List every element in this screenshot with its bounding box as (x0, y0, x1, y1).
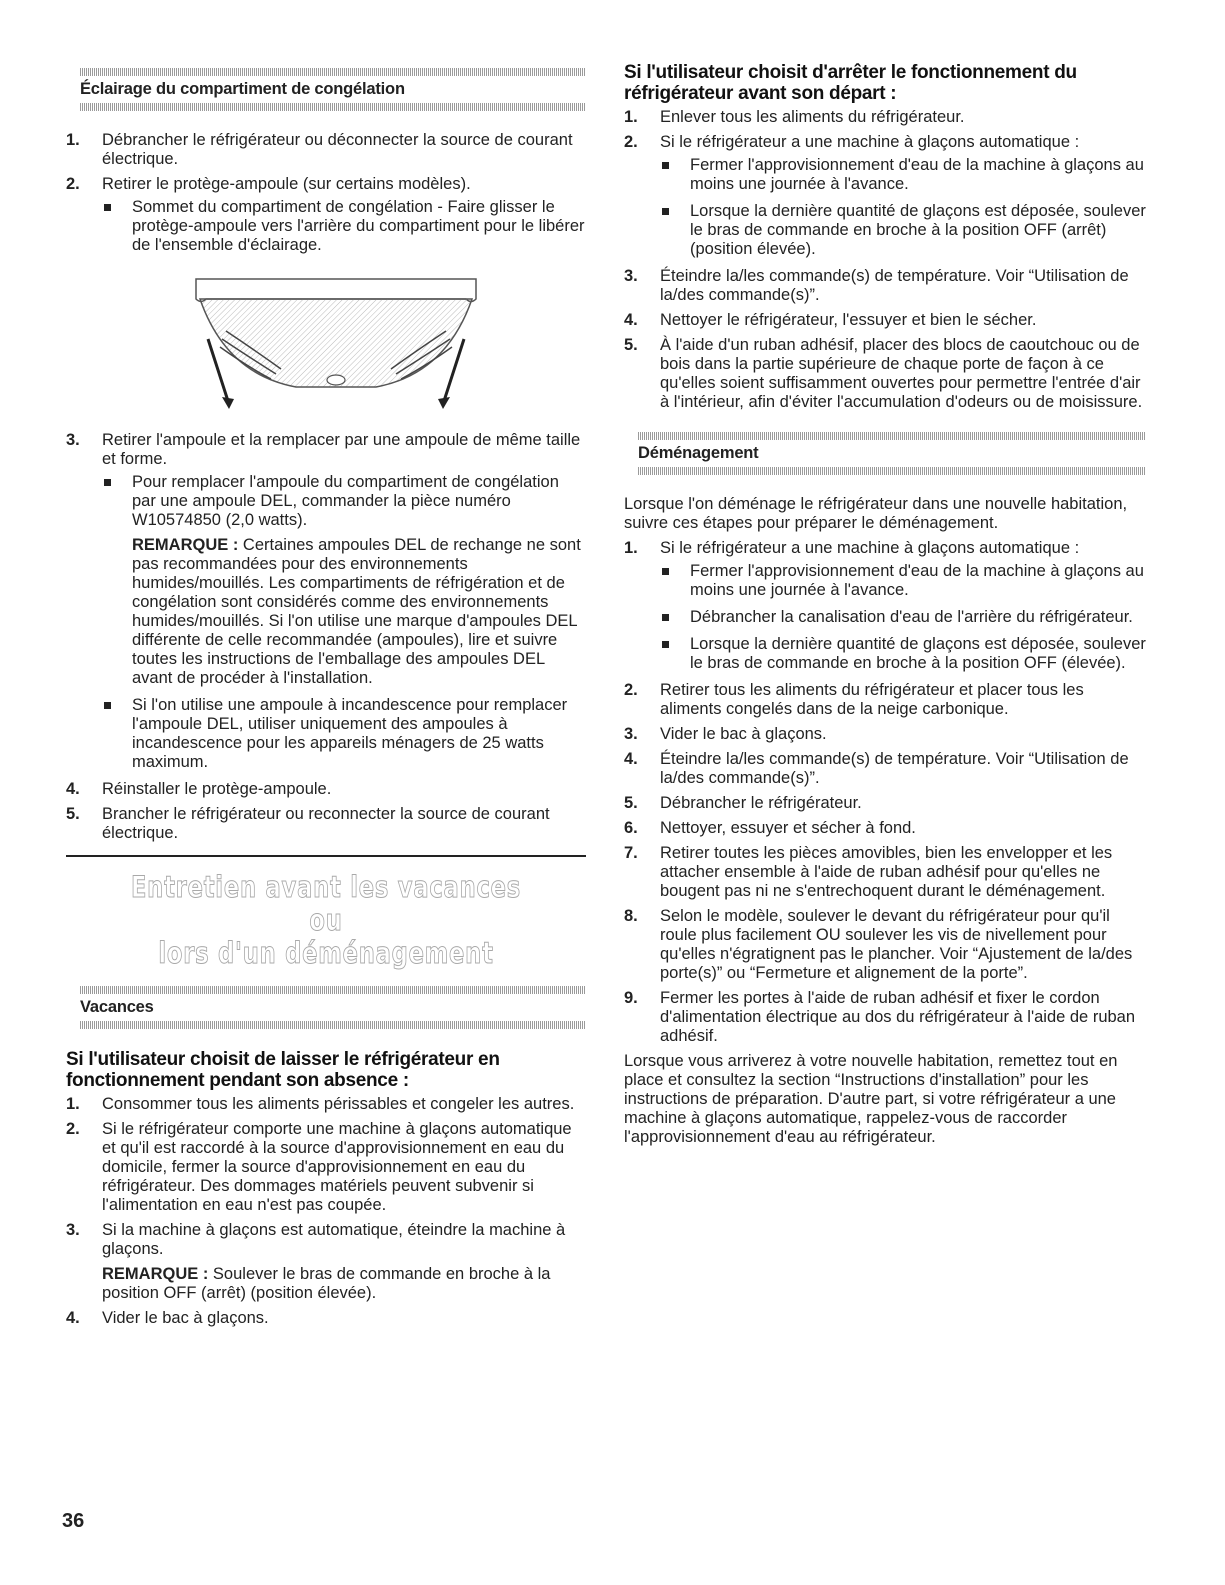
list-item (624, 907, 1146, 983)
list-item (624, 681, 1146, 719)
closing-paragraph: Lorsque vous arriverez à votre nouvelle habitation, remettez tout en place et consultez la section “Instructions d'installation” pour les instructions de préparation. D'autre part, si votre réfrigérateur a une machine à glaçons automatique, rappelez-vous de raccorder l'approvisionnement d'eau au réfrigérateur. (624, 1052, 1118, 1146)
step-text: Si le réfrigérateur a une machine à glaçons automatique : (660, 133, 1080, 151)
step-text: Vider le bac à glaçons. (660, 725, 827, 743)
list-item (66, 805, 586, 843)
square-bullet-icon (104, 204, 111, 211)
bullet-list (102, 198, 586, 255)
section-title: Déménagement (638, 444, 759, 462)
step-text: Nettoyer, essuyer et sécher à fond. (660, 819, 916, 837)
list-item (624, 336, 1146, 412)
step-text: Selon le modèle, soulever le devant du réfrigérateur pour qu'il roule plus facilement OU soulever les vis de nivellement pour qu'elles n'égratignent pas le plancher. Voir “Ajustement de la/des porte(s)” ou “Fermeture et alignement de la porte”. (660, 907, 1133, 982)
step-text: Si le réfrigérateur a une machine à glaçons automatique : (660, 539, 1080, 557)
bullet-text: Débrancher la canalisation d'eau de l'arrière du réfrigérateur. (690, 608, 1133, 626)
bullet-item (102, 198, 586, 255)
step-number: 5. (624, 336, 638, 354)
left-column (66, 62, 586, 1334)
list-item (66, 1120, 586, 1215)
subheading: Si l'utilisateur choisit d'arrêter le fonctionnement du réfrigérateur avant son départ : (624, 62, 1077, 104)
step-number: 4. (66, 780, 80, 798)
section-header-moving (624, 426, 1146, 481)
step-number: 9. (624, 989, 638, 1007)
square-bullet-icon (104, 479, 111, 486)
step-number: 1. (624, 539, 638, 557)
step-text: Retirer le protège-ampoule (sur certains modèles). (102, 175, 471, 193)
square-bullet-icon (662, 162, 669, 169)
step-text: Réinstaller le protège-ampoule. (102, 780, 332, 798)
bullet-text: Sommet du compartiment de congélation - Faire glisser le protège-ampoule vers l'arrière du compartiment pour le libérer de l'ensemble d'éclairage. (132, 198, 585, 254)
step-number: 1. (66, 131, 80, 149)
hatched-rule (80, 103, 586, 111)
list-item (624, 794, 1146, 813)
note-label: REMARQUE : (132, 536, 239, 554)
moving-steps (624, 539, 1146, 1046)
bullet-item (102, 696, 586, 772)
hatched-rule (80, 1021, 586, 1029)
step-number: 8. (624, 907, 638, 925)
light-shield-illustration (186, 269, 486, 419)
list-item (66, 175, 586, 255)
list-item (624, 108, 1146, 127)
step-number: 4. (624, 311, 638, 329)
hatched-rule (638, 467, 1146, 475)
section-header-freezer-light (66, 62, 586, 117)
list-item (624, 819, 1146, 838)
chapter-title-line: Entretien avant les vacances ou (130, 870, 522, 937)
square-bullet-icon (662, 208, 669, 215)
section-title: Vacances (80, 998, 154, 1016)
bullet-text: Si l'on utilise une ampoule à incandescence pour remplacer l'ampoule DEL, utiliser uniquement des ampoules à incandescence pour les appareils ménagers de 25 watts maximum. (132, 696, 568, 771)
square-bullet-icon (662, 568, 669, 575)
step-text: Consommer tous les aliments périssables et congeler les autres. (102, 1095, 575, 1113)
hatched-rule (80, 68, 586, 76)
step-number: 3. (624, 267, 638, 285)
section-title: Éclairage du compartiment de congélation (80, 80, 405, 98)
bullet-item (660, 156, 1146, 194)
chapter-title (123, 871, 529, 970)
bullet-text: Fermer l'approvisionnement d'eau de la machine à glaçons au moins une journée à l'avance. (690, 156, 1144, 193)
square-bullet-icon (662, 641, 669, 648)
bullet-item (660, 562, 1146, 600)
light-shield-drawing (186, 269, 486, 419)
step-text: Fermer les portes à l'aide de ruban adhésif et fixer le cordon d'alimentation électrique au dos du réfrigérateur à l'aide de ruban adhésif. (660, 989, 1136, 1045)
right-column (624, 62, 1146, 1153)
step-number: 5. (66, 805, 80, 823)
list-item (66, 780, 586, 799)
step-text: Enlever tous les aliments du réfrigérateur. (660, 108, 965, 126)
divider (66, 855, 586, 857)
bullet-item (660, 608, 1146, 627)
list-item (66, 431, 586, 772)
step-text: Éteindre la/les commande(s) de température. Voir “Utilisation de la/des commande(s)”. (660, 267, 1129, 304)
bullet-text: Lorsque la dernière quantité de glaçons est déposée, soulever le bras de commande en broche à la position OFF (élevée). (690, 635, 1146, 672)
step-number: 2. (624, 681, 638, 699)
remarque-note (102, 1265, 586, 1303)
step-number: 7. (624, 844, 638, 862)
intro-paragraph: Lorsque l'on déménage le réfrigérateur dans une nouvelle habitation, suivre ces étapes pour préparer le déménagement. (624, 495, 1128, 532)
note-label: REMARQUE : (102, 1265, 209, 1283)
step-text: Brancher le réfrigérateur ou reconnecter la source de courant électrique. (102, 805, 550, 842)
list-item (624, 133, 1146, 259)
list-item (624, 267, 1146, 305)
bullet-item (660, 202, 1146, 259)
chapter-title-line: lors d'un déménagement (158, 936, 494, 970)
bullet-text: Pour remplacer l'ampoule du compartiment de congélation par une ampoule DEL, commander la pièce numéro W10574850 (2,0 watts). (132, 473, 559, 529)
hatched-rule (638, 432, 1146, 440)
step-number: 3. (624, 725, 638, 743)
list-item (624, 539, 1146, 673)
list-item (624, 750, 1146, 788)
step-number: 2. (624, 133, 638, 151)
stop-operation-steps (624, 108, 1146, 412)
list-item (66, 1095, 586, 1114)
subheading: Si l'utilisateur choisit de laisser le réfrigérateur en fonctionnement pendant son absence : (66, 1049, 500, 1091)
list-item (624, 725, 1146, 744)
step-number: 5. (624, 794, 638, 812)
step-text: Retirer l'ampoule et la remplacer par une ampoule de même taille et forme. (102, 431, 581, 468)
step-number: 4. (66, 1309, 80, 1327)
bullet-list (660, 156, 1146, 259)
list-item (66, 1221, 586, 1303)
vacation-steps (66, 1095, 586, 1328)
step-number: 1. (66, 1095, 80, 1113)
step-text: Retirer toutes les pièces amovibles, bien les envelopper et les attacher ensemble à l'aide de ruban adhésif pour qu'elles ne bougent pas ni ne s'entrechoquent durant le déménagement. (660, 844, 1113, 900)
step-text: Débrancher le réfrigérateur. (660, 794, 862, 812)
step-number: 6. (624, 819, 638, 837)
step-number: 2. (66, 1120, 80, 1138)
step-text: Retirer tous les aliments du réfrigérateur et placer tous les aliments congelés dans de la neige carbonique. (660, 681, 1084, 718)
list-item (624, 311, 1146, 330)
step-text: Nettoyer le réfrigérateur, l'essuyer et bien le sécher. (660, 311, 1037, 329)
square-bullet-icon (662, 614, 669, 621)
list-item (624, 844, 1146, 901)
step-number: 1. (624, 108, 638, 126)
bullet-list (660, 562, 1146, 673)
step-text: Si la machine à glaçons est automatique, éteindre la machine à glaçons. (102, 1221, 566, 1258)
page-number: 36 (62, 1510, 85, 1532)
square-bullet-icon (104, 702, 111, 709)
remarque-note (132, 536, 586, 688)
freezer-light-steps-cont (66, 431, 586, 843)
list-item (66, 1309, 586, 1328)
section-header-vacation (66, 980, 586, 1035)
bullet-item (660, 635, 1146, 673)
hatched-rule (80, 986, 586, 994)
step-number: 4. (624, 750, 638, 768)
step-number: 3. (66, 1221, 80, 1239)
note-text: Soulever le bras de commande en broche à la position OFF (arrêt) (position élevée). (102, 1265, 551, 1302)
step-text: Vider le bac à glaçons. (102, 1309, 269, 1327)
step-text: Éteindre la/les commande(s) de température. Voir “Utilisation de la/des commande(s)”. (660, 750, 1129, 787)
list-item (66, 131, 586, 169)
bullet-text: Lorsque la dernière quantité de glaçons est déposée, soulever le bras de commande en broche à la position OFF (arrêt) (position élevée). (690, 202, 1146, 258)
bullet-list (102, 473, 586, 772)
bullet-item (102, 473, 586, 688)
step-number: 3. (66, 431, 80, 449)
step-number: 2. (66, 175, 80, 193)
step-text: Débrancher le réfrigérateur ou déconnecter la source de courant électrique. (102, 131, 573, 168)
step-text: À l'aide d'un ruban adhésif, placer des blocs de caoutchouc ou de bois dans la partie supérieure de chaque porte de façon à ce qu'elles soient suffisamment ouvertes pour permettre l'entrée d'air à l'intérieur, afin d'éviter l'accumulation d'odeurs ou de moisissure. (660, 336, 1143, 411)
list-item (624, 989, 1146, 1046)
note-text: Certaines ampoules DEL de rechange ne sont pas recommandées pour des environnements humides/mouillés. Les compartiments de réfrigération et de congélation sont considérés comme des environnements humides/mouillés. Si l'on utilise une marque d'ampoules DEL différente de celle recommandée (ampoules), lire et suivre toutes les instructions de l'emballage des ampoules DEL avant de procéder à l'installation. (132, 536, 581, 687)
step-text: Si le réfrigérateur comporte une machine à glaçons automatique et qu'il est raccordé à la source d'approvisionnement en eau du domicile, fermer la source d'approvisionnement en eau du réfrigérateur. Des dommages matériels peuvent subvenir si l'alimentation en eau n'est pas coupée. (102, 1120, 572, 1214)
freezer-light-steps (66, 131, 586, 255)
bullet-text: Fermer l'approvisionnement d'eau de la machine à glaçons au moins une journée à l'avance. (690, 562, 1144, 599)
